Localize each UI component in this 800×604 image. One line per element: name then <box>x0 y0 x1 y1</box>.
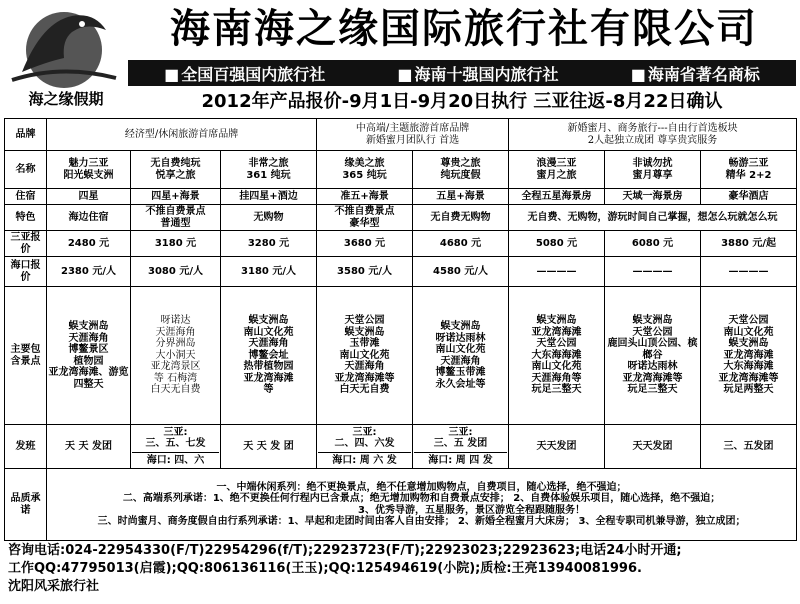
spot-item: 玩足两整天 <box>723 384 774 396</box>
spot-item: 南山文化苑 <box>723 326 774 338</box>
price-haikou: 3580 元/人 <box>317 257 413 287</box>
spot-item: 蜈支洲岛 <box>536 315 577 327</box>
row-price-sanya <box>5 231 797 257</box>
product-name: 魅力三亚 阳光蜈支洲 <box>47 151 131 189</box>
brand-group: 经济型/休闲旅游首席品牌 <box>47 119 317 151</box>
spot-item: 蜈支洲岛 <box>440 321 481 332</box>
price-sanya: 2480 元 <box>47 231 131 257</box>
spot-item: 天涯海角 <box>68 332 109 344</box>
spot-list <box>413 287 509 425</box>
spot-item: 博鳌玉带滩 <box>435 367 486 378</box>
spot-item: 天涯海角 <box>440 355 481 367</box>
product-name: 尊贵之旅 纯玩度假 <box>413 151 509 189</box>
row-schedule <box>5 425 797 469</box>
spot-item: 呀诺达雨林 <box>627 361 678 373</box>
logo-text: 海之缘假期 <box>28 90 104 108</box>
row-label: 三亚报价 <box>5 231 47 257</box>
price-sanya: 3180 元 <box>131 231 221 257</box>
company-name: 海南海之缘国际旅行社有限公司 <box>170 6 758 52</box>
price-haikou: 4580 元/人 <box>413 257 509 287</box>
product-name: 畅游三亚 精华 2+2 <box>701 151 797 189</box>
spot-item: 南山文化苑 <box>339 349 390 361</box>
spot-item: 白天无自费 <box>150 384 201 396</box>
price-haikou: 3180 元/人 <box>221 257 317 287</box>
product-table <box>4 118 797 541</box>
price-haikou: 3080 元/人 <box>131 257 221 287</box>
spot-item: 鹿回头山顶公园、槟榔谷 <box>607 338 698 361</box>
feature: 无购物 <box>221 205 317 231</box>
row-name <box>5 151 797 189</box>
spot-item: 亚龙湾海滩 <box>243 372 294 384</box>
spot-item: 天涯海角等 <box>531 372 582 384</box>
spot-item: 大东海海滩 <box>723 361 774 373</box>
spot-item: 亚龙湾海滩 <box>723 349 774 361</box>
row-hotel <box>5 189 797 205</box>
feature-freeplay: 无自费、无购物，游玩时间自己掌握，想怎么玩就怎么玩 <box>509 205 797 231</box>
logo <box>2 2 126 114</box>
spot-item: 玉带滩 <box>349 338 380 350</box>
price-sanya: 6080 元 <box>605 231 701 257</box>
brand-group: 中高端/主题旅游首席品牌 新婚蜜月团队行 首选 <box>317 119 509 151</box>
schedule-haikou: 海口: 四、六 <box>132 452 219 467</box>
spot-item: 亚龙湾海滩等 <box>334 372 395 384</box>
spot-item: 分界洲岛 <box>155 338 196 350</box>
price-sanya: 3280 元 <box>221 231 317 257</box>
schedule: 天 天 发团 <box>47 425 131 469</box>
quality-line: 一、中端休闲系列：绝不更换景点，绝不任意增加购物点，自费项目，随心选择，绝不强迫； <box>216 481 627 493</box>
schedule-sanya: 三亚: 二、四、六发 <box>334 426 395 450</box>
spot-item: 等 石梅湾 <box>153 372 198 384</box>
feature: 海边住宿 <box>47 205 131 231</box>
spot-list <box>317 287 413 425</box>
row-label: 发班 <box>5 425 47 469</box>
product-name: 缘美之旅 365 纯玩 <box>317 151 413 189</box>
row-label: 品牌 <box>5 119 47 151</box>
row-feature <box>5 205 797 231</box>
feature: 不推自费景点 豪华型 <box>317 205 413 231</box>
spot-list <box>47 287 131 425</box>
product-name: 非常之旅 361 纯玩 <box>221 151 317 189</box>
row-brand <box>5 119 797 151</box>
spot-item: 等 <box>263 384 274 396</box>
spot-item: 大小洞天 <box>155 349 196 361</box>
spot-item: 呀诺达 <box>160 315 191 327</box>
price-haikou: 2380 元/人 <box>47 257 131 287</box>
hotel-level: 准五+海景 <box>317 189 413 205</box>
spot-item: 亚龙湾海滩、游览四整天 <box>48 367 129 390</box>
hotel-level: 天域一海景房 <box>605 189 701 205</box>
spot-item: 蜈支洲岛 <box>248 315 289 327</box>
schedule-haikou: 海口: 周 四 发 <box>414 452 507 467</box>
row-label: 海口报价 <box>5 257 47 287</box>
contact-qq: 工作QQ:47795013(启霞);QQ:806136116(王玉);QQ:125494619(小院);质检:王亮13940081996. <box>8 561 642 576</box>
schedule-haikou: 海口: 周 六 发 <box>318 452 411 467</box>
spot-item: 呀诺达雨林 <box>435 332 486 344</box>
schedule <box>317 425 413 469</box>
contact-phone: 咨询电话:024-22954330(F/T)22954296(f/T);22923723(F/T);22923023;22923623;电话24小时开通; <box>8 543 682 558</box>
hotel-level: 全程五星海景房 <box>509 189 605 205</box>
agency-name: 沈阳风采旅行社 <box>8 579 100 594</box>
row-quality <box>5 469 797 541</box>
spot-item: 天涯海角 <box>155 326 196 338</box>
schedule-sanya: 三亚: 三、五、七发 <box>145 426 206 450</box>
feature: 无自费无购物 <box>413 205 509 231</box>
spot-item: 植物园 <box>73 355 104 367</box>
spot-item: 博鳌会址 <box>248 349 289 361</box>
quality-line: 3、优秀导游，五星服务，景区游览全程跟随服务！ <box>358 504 586 516</box>
schedule: 天天发团 <box>509 425 605 469</box>
hotel-level: 四星+海景 <box>131 189 221 205</box>
spot-item: 南山文化苑 <box>531 361 582 373</box>
price-sanya: 5080 元 <box>509 231 605 257</box>
hotel-level: 五星+海景 <box>413 189 509 205</box>
spot-item: 亚龙湾海滩 <box>531 326 582 338</box>
spot-item: 亚龙湾海滩等 <box>622 372 683 384</box>
badge: ■ 全国百强国内旅行社 <box>164 62 325 85</box>
spot-item: 天堂公园 <box>728 315 769 327</box>
price-haikou: ———— <box>605 257 701 287</box>
price-sanya: 3680 元 <box>317 231 413 257</box>
quality-line: 二、高端系列承诺：1、绝不更换任何行程内已含景点；绝无增加购物和自费景点安排； 2、自费体验娱乐项目，随心选择，绝不强迫； <box>122 493 721 504</box>
schedule <box>413 425 509 469</box>
spot-item: 玩足三整天 <box>627 384 678 396</box>
hotel-level: 豪华酒店 <box>701 189 797 205</box>
price-haikou: ———— <box>509 257 605 287</box>
hotel-level: 挂四星+酒边 <box>221 189 317 205</box>
spot-item: 博鳌景区 <box>68 344 109 355</box>
spot-item: 蜈支洲岛 <box>68 321 109 332</box>
dolphin-logo-icon <box>2 2 126 92</box>
schedule: 天 天 发 团 <box>221 425 317 469</box>
header <box>0 0 800 118</box>
schedule <box>131 425 221 469</box>
hotel-level: 四星 <box>47 189 131 205</box>
row-spots <box>5 287 797 425</box>
spot-item: 蜈支洲岛 <box>632 315 673 327</box>
price-sanya: 3880 元/起 <box>701 231 797 257</box>
product-name: 无自费纯玩 悦享之旅 <box>131 151 221 189</box>
spot-list <box>509 287 605 425</box>
row-label: 名称 <box>5 151 47 189</box>
brand-group: 新婚蜜月、商务旅行---自由行首选板块 2人起独立成团 尊享贵宾服务 <box>509 119 797 151</box>
spot-item: 蜈支洲岛 <box>344 326 385 338</box>
product-name: 浪漫三亚 蜜月之旅 <box>509 151 605 189</box>
spot-item: 热带植物园 <box>243 361 294 373</box>
spot-item: 天堂公园 <box>632 326 673 338</box>
schedule: 三、五发团 <box>701 425 797 469</box>
spot-list <box>605 287 701 425</box>
quality-line: 三、时尚蜜月、商务度假自由行系列承诺：1、早起和走团时间由客人自由安排； 2、新婚全程蜜月大床房； 3、全程专职司机兼导游，独立成团； <box>97 516 746 527</box>
badge: ■ 海南省著名商标 <box>631 62 760 85</box>
spot-list <box>131 287 221 425</box>
price-sanya: 4680 元 <box>413 231 509 257</box>
spot-item: 蜈支洲岛 <box>728 338 769 350</box>
row-label: 住宿 <box>5 189 47 205</box>
quality-commitments <box>47 469 797 541</box>
badge: ■ 海南十强国内旅行社 <box>397 62 558 85</box>
row-price-haikou <box>5 257 797 287</box>
spot-item: 天堂公园 <box>344 315 385 327</box>
row-label: 特色 <box>5 205 47 231</box>
spot-item: 白天无自费 <box>339 384 390 396</box>
spot-item: 玩足三整天 <box>531 384 582 396</box>
feature: 不推自费景点 普通型 <box>131 205 221 231</box>
spot-item: 天堂公园 <box>536 338 577 350</box>
spot-item: 南山文化苑 <box>243 326 294 338</box>
contact-footer <box>8 542 796 596</box>
spot-item: 亚龙湾景区 <box>150 361 201 373</box>
spot-item: 永久会址等 <box>435 378 486 390</box>
row-label: 品质承诺 <box>5 469 47 541</box>
schedule: 天天发团 <box>605 425 701 469</box>
spot-item: 大东海海滩 <box>531 349 582 361</box>
badge-bar <box>128 60 796 86</box>
spot-list <box>701 287 797 425</box>
price-haikou: ———— <box>701 257 797 287</box>
spot-item: 天涯海角 <box>248 338 289 350</box>
spot-list <box>221 287 317 425</box>
spot-item: 天涯海角 <box>344 361 385 373</box>
row-label: 主要包含景点 <box>5 287 47 425</box>
schedule-sanya: 三亚: 三、五 发团 <box>433 426 488 450</box>
product-name: 非诚勿扰 蜜月尊享 <box>605 151 701 189</box>
spot-item: 南山文化苑 <box>435 344 486 355</box>
spot-item: 亚龙湾海滩等 <box>718 372 779 384</box>
price-validity-bar: 2012年产品报价-9月1日-9月20日执行 三亚往返-8月22日确认 <box>201 91 723 112</box>
